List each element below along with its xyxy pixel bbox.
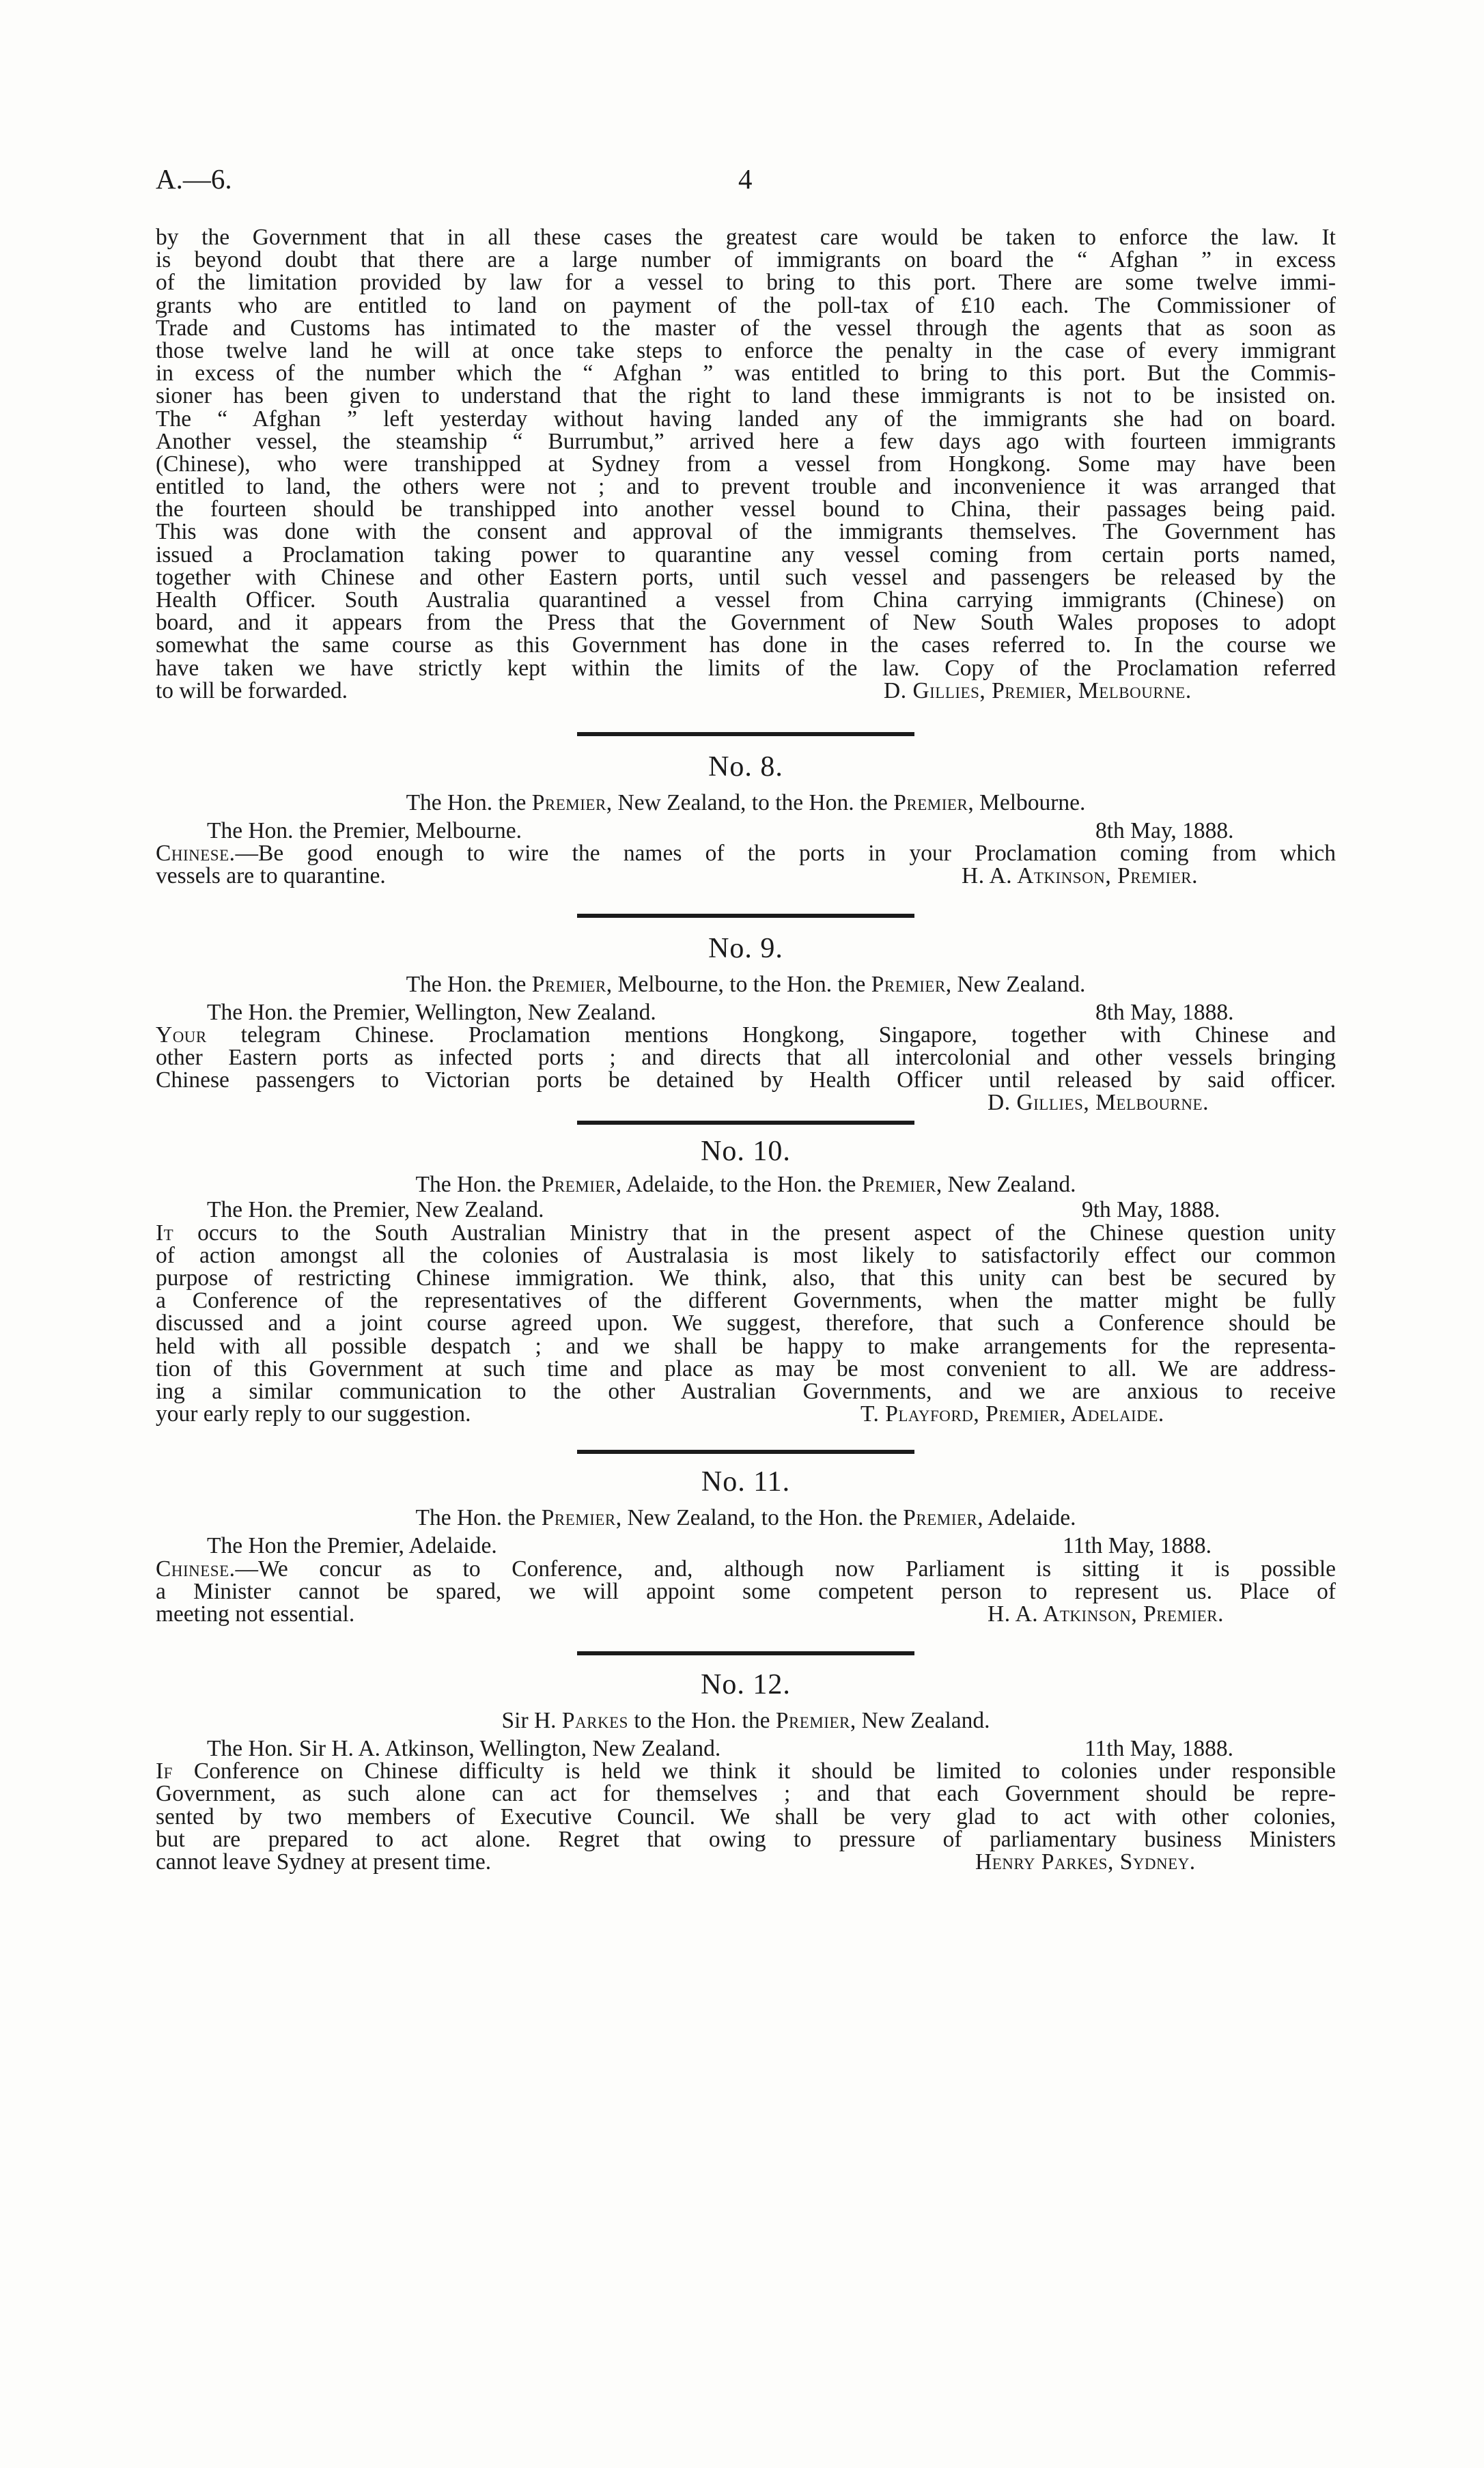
heading-text: , Adelaide. xyxy=(977,1505,1076,1531)
intro-paragraph xyxy=(156,226,1336,702)
closing-text: your early reply to our suggestion. xyxy=(156,1401,471,1427)
document-no-12 xyxy=(156,1651,1336,1873)
address-line xyxy=(156,1534,1336,1557)
date: 8th May, 1888. xyxy=(1095,817,1234,843)
heading-title: Premier xyxy=(903,1505,978,1531)
text-line: but are prepared to act alone. Regret that owing to pressure of parliamentary business Ministers xyxy=(156,1826,1336,1852)
text-line: the fourteen should be transhipped into another vessel bound to China, their passages being paid. xyxy=(156,496,1336,522)
heading-title: Premier xyxy=(531,971,606,997)
text-line: entitled to land, the others were not ; and to prevent trouble and inconvenience it was arranged that xyxy=(156,474,1336,500)
closing-text: cannot leave Sydney at present time. xyxy=(156,1849,492,1875)
text-line: held with all possible despatch ; and we shall be happy to make arrangements for the representa- xyxy=(156,1333,1336,1359)
addressee: The Hon. the Premier, New Zealand. xyxy=(207,1197,544,1223)
text-line: a Conference of the representatives of the different Governments, when the matter might be fully xyxy=(156,1288,1336,1314)
date: 9th May, 1888. xyxy=(1082,1197,1220,1223)
page-number: 4 xyxy=(738,163,753,195)
section-rule xyxy=(577,1450,914,1454)
text-line: together with Chinese and other Eastern ports, until such vessel and passengers be released by the xyxy=(156,564,1336,590)
line-text: —We concur as to Conference, and, although now Parliament is sitting it is possible xyxy=(235,1556,1336,1582)
date: 11th May, 1888. xyxy=(1084,1736,1234,1762)
closing-text: meeting not essential. xyxy=(156,1601,355,1627)
document-heading xyxy=(156,1709,1336,1733)
document-heading xyxy=(156,1506,1336,1530)
address-line xyxy=(156,819,1336,842)
address-line xyxy=(156,1198,1336,1221)
heading-text: Sir H. xyxy=(501,1708,562,1734)
text-line: of the limitation provided by law for a vessel to bring to this port. There are some twelve immi- xyxy=(156,270,1336,296)
signature: Henry Parkes, Sydney. xyxy=(975,1849,1196,1875)
text-line: (Chinese), who were transhipped at Sydney from a vessel from Hongkong. Some may have been xyxy=(156,451,1336,477)
text-line xyxy=(156,1760,1336,1782)
heading-text: , New Zealand, to the Hon. the xyxy=(606,789,894,815)
text-line: The “ Afghan ” left yesterday without having landed any of the immigrants she had on board. xyxy=(156,406,1336,432)
heading-title: Premier xyxy=(861,1172,936,1198)
heading-title: Premier xyxy=(871,971,946,997)
date: 8th May, 1888. xyxy=(1095,999,1234,1025)
line-text: —Be good enough to wire the names of the ports in your Proclamation coming from which xyxy=(235,841,1336,867)
document-page xyxy=(156,0,1336,2468)
text-line: of action amongst all the colonies of Australasia is most likely to satisfactorily effect our common xyxy=(156,1242,1336,1268)
line-text: telegram Chinese. Proclamation mentions Hongkong, Singapore, together with Chinese and xyxy=(206,1022,1336,1048)
text-line: a Minister cannot be spared, we will appoint some competent person to represent us. Place of xyxy=(156,1578,1336,1604)
text-line: sented by two members of Executive Council. We shall be very glad to act with other colonies, xyxy=(156,1804,1336,1829)
document-no-9 xyxy=(156,914,1336,1114)
text-line xyxy=(156,1024,1336,1046)
closing-line xyxy=(156,679,1336,702)
addressee: The Hon. Sir H. A. Atkinson, Wellington, New Zealand. xyxy=(207,1736,721,1762)
text-line: is beyond doubt that there are a large number of immigrants on board the “ Afghan ” in excess xyxy=(156,247,1336,273)
addressee: The Hon. the Premier, Melbourne. xyxy=(207,817,522,843)
closing-text: vessels are to quarantine. xyxy=(156,863,386,889)
paper-reference: A.—6. xyxy=(156,163,232,195)
closing-text: to will be forwarded. xyxy=(156,677,348,703)
text-line: have taken we have strictly kept within the limits of the law. Copy of the Proclamation referred xyxy=(156,655,1336,681)
heading-text: , New Zealand. xyxy=(936,1172,1076,1198)
closing-line xyxy=(156,1603,1336,1625)
text-line: Trade and Customs has intimated to the master of the vessel through the agents that as soon as xyxy=(156,315,1336,341)
lead-word: Chinese. xyxy=(156,1556,236,1582)
address-line xyxy=(156,1737,1336,1760)
text-line: somewhat the same course as this Government has done in the cases referred to. In the course we xyxy=(156,632,1336,658)
text-line: This was done with the consent and approval of the immigrants themselves. The Government has xyxy=(156,519,1336,545)
section-rule xyxy=(577,1121,914,1125)
text-line: ing a similar communication to the other Australian Governments, and we are anxious to receive xyxy=(156,1378,1336,1404)
heading-text: , Adelaide, to the Hon. the xyxy=(615,1172,862,1198)
section-rule xyxy=(577,1651,914,1655)
heading-title: Premier xyxy=(541,1505,616,1531)
section-rule xyxy=(577,914,914,918)
heading-text: , Melbourne. xyxy=(968,789,1086,815)
date: 11th May, 1888. xyxy=(1063,1533,1212,1559)
document-number: No. 12. xyxy=(701,1669,791,1701)
closing-line xyxy=(156,1403,1336,1425)
signature: D. Gillies, Premier, Melbourne. xyxy=(884,677,1192,703)
closing-line xyxy=(156,865,1336,887)
document-no-11 xyxy=(156,1450,1336,1625)
text-line: in excess of the number which the “ Afghan ” was entitled to bring to this port. But the Commis- xyxy=(156,361,1336,387)
text-line: tion of this Government at such time and place as may be most convenient to all. We are address- xyxy=(156,1356,1336,1382)
text-line: other Eastern ports as infected ports ; and directs that all intercolonial and other vessels bringing xyxy=(156,1044,1336,1070)
heading-text: The Hon. the xyxy=(406,971,532,997)
lead-word: Your xyxy=(156,1022,207,1048)
addressee: The Hon the Premier, Adelaide. xyxy=(207,1533,497,1559)
heading-text: , New Zealand. xyxy=(945,971,1086,997)
lead-word: If xyxy=(156,1758,173,1784)
text-line: issued a Proclamation taking power to quarantine any vessel coming from certain ports named, xyxy=(156,542,1336,567)
heading-text: The Hon. the xyxy=(415,1505,542,1531)
document-no-10 xyxy=(156,1121,1336,1425)
text-line: Government, as such alone can act for themselves ; and that each Government should be repre- xyxy=(156,1781,1336,1807)
text-line: sioner has been given to understand that the right to land these immigrants is not to be insisted on. xyxy=(156,383,1336,409)
line-text: occurs to the South Australian Ministry that in the present aspect of the Chinese question unity xyxy=(173,1220,1336,1246)
document-number: No. 11. xyxy=(701,1466,791,1498)
signature: H. A. Atkinson, Premier. xyxy=(988,1601,1224,1627)
text-line: discussed and a joint course agreed upon. We suggest, therefore, that such a Conference should be xyxy=(156,1310,1336,1336)
document-heading xyxy=(156,972,1336,997)
signature: T. Playford, Premier, Adelaide. xyxy=(860,1401,1164,1427)
document-number: No. 10. xyxy=(701,1136,791,1168)
document-number: No. 8. xyxy=(708,751,783,783)
closing-line xyxy=(156,1851,1336,1873)
document-number: No. 9. xyxy=(708,932,783,964)
document-heading xyxy=(156,1173,1336,1197)
page-header xyxy=(156,163,1336,204)
document-no-8 xyxy=(156,732,1336,888)
heading-text: The Hon. the xyxy=(415,1172,542,1198)
line-text: Conference on Chinese difficulty is held we think it should be limited to colonies under responsible xyxy=(172,1758,1336,1784)
text-line xyxy=(156,842,1336,865)
heading-text: , New Zealand, to the Hon. the xyxy=(615,1505,904,1531)
signature: D. Gillies, Melbourne. xyxy=(988,1090,1209,1116)
text-line xyxy=(156,1558,1336,1580)
heading-title: Premier xyxy=(893,789,968,815)
addressee: The Hon. the Premier, Wellington, New Zealand. xyxy=(207,999,656,1025)
text-line xyxy=(156,1222,1336,1244)
heading-title: Parkes xyxy=(561,1708,628,1734)
signature: H. A. Atkinson, Premier. xyxy=(962,863,1198,889)
address-line xyxy=(156,1001,1336,1024)
closing-line xyxy=(156,1091,1336,1114)
text-line: those twelve land he will at once take steps to enforce the penalty in the case of every immigrant xyxy=(156,337,1336,363)
heading-text: to the Hon. the xyxy=(628,1708,776,1734)
heading-title: Premier xyxy=(541,1172,616,1198)
text-line: purpose of restricting Chinese immigration. We think, also, that this unity can best be secured by xyxy=(156,1265,1336,1291)
document-heading xyxy=(156,791,1336,815)
lead-word: Chinese. xyxy=(156,841,236,867)
heading-text: , Melbourne, to the Hon. the xyxy=(606,971,871,997)
document-body xyxy=(156,226,1336,1873)
text-line: Chinese passengers to Victorian ports be detained by Health Officer until released by said officer. xyxy=(156,1067,1336,1093)
text-line: Another vessel, the steamship “ Burrumbut,” arrived here a few days ago with fourteen immigrants xyxy=(156,428,1336,454)
text-line: Health Officer. South Australia quarantined a vessel from China carrying immigrants (Chinese) on xyxy=(156,587,1336,613)
text-line: board, and it appears from the Press that the Government of New South Wales proposes to adopt xyxy=(156,610,1336,636)
heading-title: Premier xyxy=(531,789,606,815)
text-line: by the Government that in all these cases the greatest care would be taken to enforce the law. It xyxy=(156,225,1336,250)
section-rule xyxy=(577,732,914,736)
heading-text: The Hon. the xyxy=(406,789,532,815)
lead-word: It xyxy=(156,1220,174,1246)
text-line: grants who are entitled to land on payment of the poll-tax of £10 each. The Commissioner of xyxy=(156,292,1336,318)
heading-title: Premier xyxy=(775,1708,850,1734)
heading-text: , New Zealand. xyxy=(850,1708,990,1734)
